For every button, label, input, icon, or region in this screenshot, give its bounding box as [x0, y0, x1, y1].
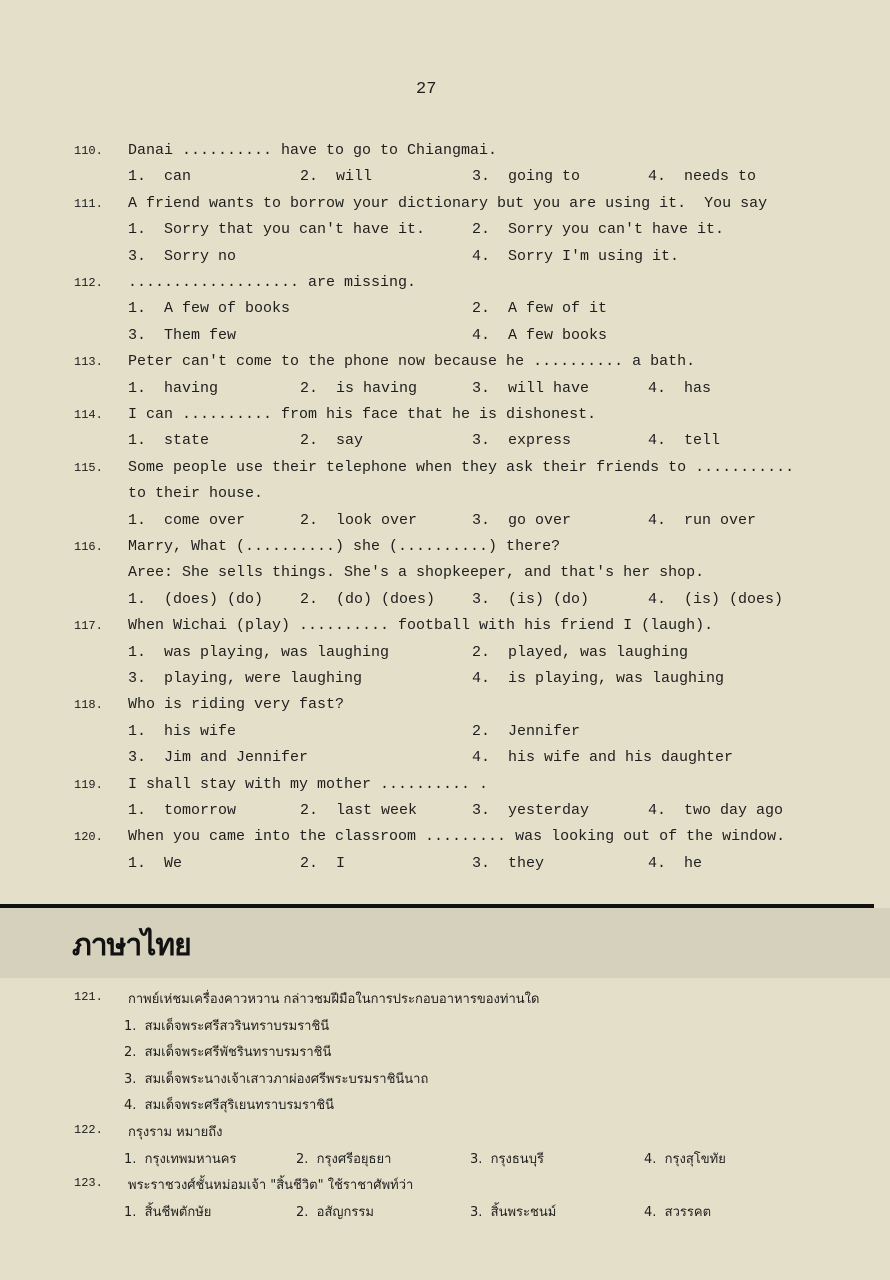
question-number: 119.: [74, 777, 103, 792]
question-stem: กาพย์เห่ชมเครื่องคาวหวาน กล่าวชมฝีมือในการประกอบอาหารของท่านใด: [128, 992, 540, 1007]
question-number: 117.: [74, 619, 103, 634]
question-stem: When Wichai (play) .......... football with his friend I (laugh).: [128, 617, 714, 635]
answer-option: 2. will: [300, 168, 373, 186]
question-stem: I shall stay with my mother .......... .: [128, 775, 489, 793]
answer-option: 4. Sorry I'm using it.: [472, 247, 680, 265]
question-number: 122.: [74, 1123, 103, 1137]
question-number: 120.: [74, 830, 103, 845]
page-number: 27: [416, 80, 437, 99]
answer-option: 1. สิ้นชีพตักษัย: [124, 1204, 212, 1220]
question-number: 111.: [74, 196, 103, 211]
answer-option: 1. กรุงเทพมหานคร: [124, 1151, 237, 1167]
question-stem: I can .......... from his face that he is dishonest.: [128, 406, 597, 423]
answer-option: 3. going to: [472, 168, 581, 186]
answer-option: 1. tomorrow: [128, 801, 237, 819]
answer-option: 3. Sorry no: [128, 247, 237, 265]
answer-option: 1. come over: [128, 511, 246, 529]
question-stem: Danai .......... have to go to Chiangmai.: [128, 142, 498, 159]
question-number: 118.: [74, 698, 103, 713]
answer-option: 3. will have: [472, 379, 590, 397]
answer-option: 2. (do) (does): [300, 590, 436, 608]
question-stem-continued: to their house.: [128, 485, 264, 503]
question-stem: Some people use their telephone when they ask their friends to ...........: [128, 458, 795, 476]
answer-option: 4. (is) (does): [648, 590, 784, 608]
question-stem-continued: Aree: She sells things. She's a shopkeeper, and that's her shop.: [128, 564, 705, 582]
answer-option: 3. they: [472, 854, 545, 872]
question-number: 114.: [74, 408, 103, 422]
answer-option: 2. played, was laughing: [472, 643, 689, 661]
answer-option: 2. look over: [300, 511, 418, 529]
answer-option: 3. Jim and Jennifer: [128, 749, 309, 767]
answer-option: 1. A few of books: [128, 300, 291, 318]
answer-option: 4. is playing, was laughing: [472, 669, 725, 687]
answer-option: 3. playing, were laughing: [128, 669, 363, 687]
answer-option: 2. I: [300, 854, 346, 872]
answer-option: 4. tell: [648, 432, 721, 450]
question-stem: พระราชวงศ์ชั้นหม่อมเจ้า "สิ้นชีวิต" ใช้ราชาศัพท์ว่า: [128, 1178, 414, 1194]
answer-option: 4. he: [648, 854, 703, 872]
question-stem: ................... are missing.: [128, 274, 417, 291]
question-stem: Who is riding very fast?: [128, 696, 345, 714]
question-number: 113.: [74, 355, 103, 370]
answer-option: 2. A few of it: [472, 300, 608, 318]
question-stem: Marry, What (..........) she (..........) there?: [128, 538, 561, 555]
answer-option: 2. last week: [300, 801, 418, 819]
answer-option: 1. Sorry that you can't have it.: [128, 221, 426, 239]
answer-option: 3. สมเด็จพระนางเจ้าเสาวภาผ่องศรีพระบรมราชินีนาถ: [124, 1071, 429, 1087]
answer-option: 3. yesterday: [472, 801, 590, 819]
answer-option: 3. Them few: [128, 326, 237, 344]
question-number: 116.: [74, 540, 103, 554]
answer-option: 2. กรุงศรีอยุธยา: [296, 1151, 392, 1167]
question-stem: กรุงราม หมายถึง: [128, 1125, 223, 1140]
answer-option: 4. A few books: [472, 326, 608, 344]
answer-option: 4. สวรรคต: [644, 1204, 712, 1220]
answer-option: 3. (is) (do): [472, 590, 590, 608]
question-stem: When you came into the classroom ......... was looking out of the window.: [128, 828, 786, 846]
answer-option: 2. สมเด็จพระศรีพัชรินทราบรมราชินี: [124, 1045, 332, 1061]
answer-option: 4. has: [648, 379, 712, 397]
question-number: 112.: [74, 276, 103, 290]
answer-option: 1. can: [128, 168, 192, 186]
answer-option: 4. needs to: [648, 168, 757, 186]
answer-option: 4. สมเด็จพระศรีสุริเยนทราบรมราชินี: [124, 1098, 334, 1114]
question-stem: Peter can't come to the phone now because he .......... a bath.: [128, 353, 696, 371]
answer-option: 4. run over: [648, 511, 757, 529]
answer-option: 1. state: [128, 432, 210, 450]
answer-option: 2. Sorry you can't have it.: [472, 221, 725, 239]
question-stem: A friend wants to borrow your dictionary but you are using it. You say: [128, 194, 768, 212]
answer-option: 2. Jennifer: [472, 722, 581, 740]
question-number: 123.: [74, 1176, 103, 1191]
answer-option: 1. สมเด็จพระศรีสวรินทราบรมราชินี: [124, 1018, 330, 1034]
answer-option: 1. (does) (do): [128, 590, 264, 608]
answer-option: 3. express: [472, 432, 572, 450]
answer-option: 3. กรุงธนบุรี: [470, 1151, 544, 1167]
answer-option: 1. his wife: [128, 722, 237, 740]
question-number: 115.: [74, 460, 103, 475]
question-number: 110.: [74, 144, 103, 158]
answer-option: 2. อสัญกรรม: [296, 1204, 374, 1220]
answer-option: 3. go over: [472, 511, 572, 529]
answer-option: 2. say: [300, 432, 364, 450]
answer-option: 2. is having: [300, 379, 418, 397]
answer-option: 4. his wife and his daughter: [472, 749, 734, 767]
answer-option: 4. two day ago: [648, 801, 784, 819]
answer-option: 1. having: [128, 379, 219, 397]
answer-option: 1. We: [128, 854, 183, 872]
question-number: 121.: [74, 990, 103, 1004]
answer-option: 3. สิ้นพระชนม์: [470, 1204, 557, 1220]
thai-section-title: ภาษาไทย: [72, 928, 191, 963]
answer-option: 4. กรุงสุโขทัย: [644, 1151, 726, 1167]
answer-option: 1. was playing, was laughing: [128, 643, 390, 661]
